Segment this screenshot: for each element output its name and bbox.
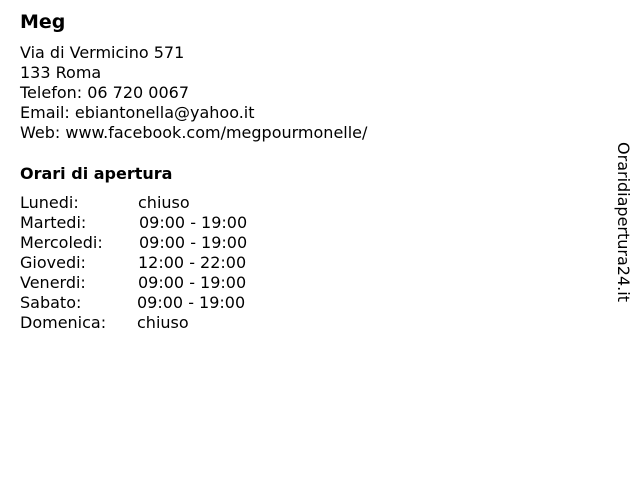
day-label: Mercoledi: (20, 233, 103, 252)
hours-row-sunday (20, 313, 320, 333)
hours-row-saturday (20, 293, 320, 313)
day-hours: chiuso (138, 193, 190, 212)
hours-row-wednesday (20, 233, 320, 253)
hours-row-monday (20, 193, 320, 213)
day-label: Lunedi: (20, 193, 79, 212)
hours-row-tuesday (20, 213, 320, 233)
phone-line: Telefon: 06 720 0067 (20, 83, 190, 102)
hours-row-friday (20, 273, 320, 293)
day-hours: 09:00 - 19:00 (138, 273, 247, 292)
site-brand-vertical: Oraridiapertura24.it (614, 142, 633, 302)
day-hours: 09:00 - 19:00 (139, 233, 248, 252)
day-hours: 09:00 - 19:00 (137, 293, 246, 312)
opening-hours-table (20, 193, 320, 333)
city-line: 133 Roma (20, 63, 102, 82)
day-label: Domenica: (20, 313, 107, 332)
day-label: Sabato: (20, 293, 82, 312)
day-hours: 12:00 - 22:00 (138, 253, 247, 272)
email-line: Email: ebiantonella@yahoo.it (20, 103, 255, 122)
day-hours: 09:00 - 19:00 (139, 213, 248, 232)
business-name: Meg (20, 11, 66, 33)
contact-block (20, 43, 367, 143)
day-label: Martedi: (20, 213, 87, 232)
day-label: Venerdi: (20, 273, 86, 292)
address-line: Via di Vermicino 571 (20, 43, 185, 62)
day-label: Giovedi: (20, 253, 86, 272)
opening-hours-title: Orari di apertura (20, 164, 173, 183)
hours-row-thursday (20, 253, 320, 273)
web-line: Web: www.facebook.com/megpourmonelle/ (20, 123, 368, 142)
day-hours: chiuso (137, 313, 189, 332)
